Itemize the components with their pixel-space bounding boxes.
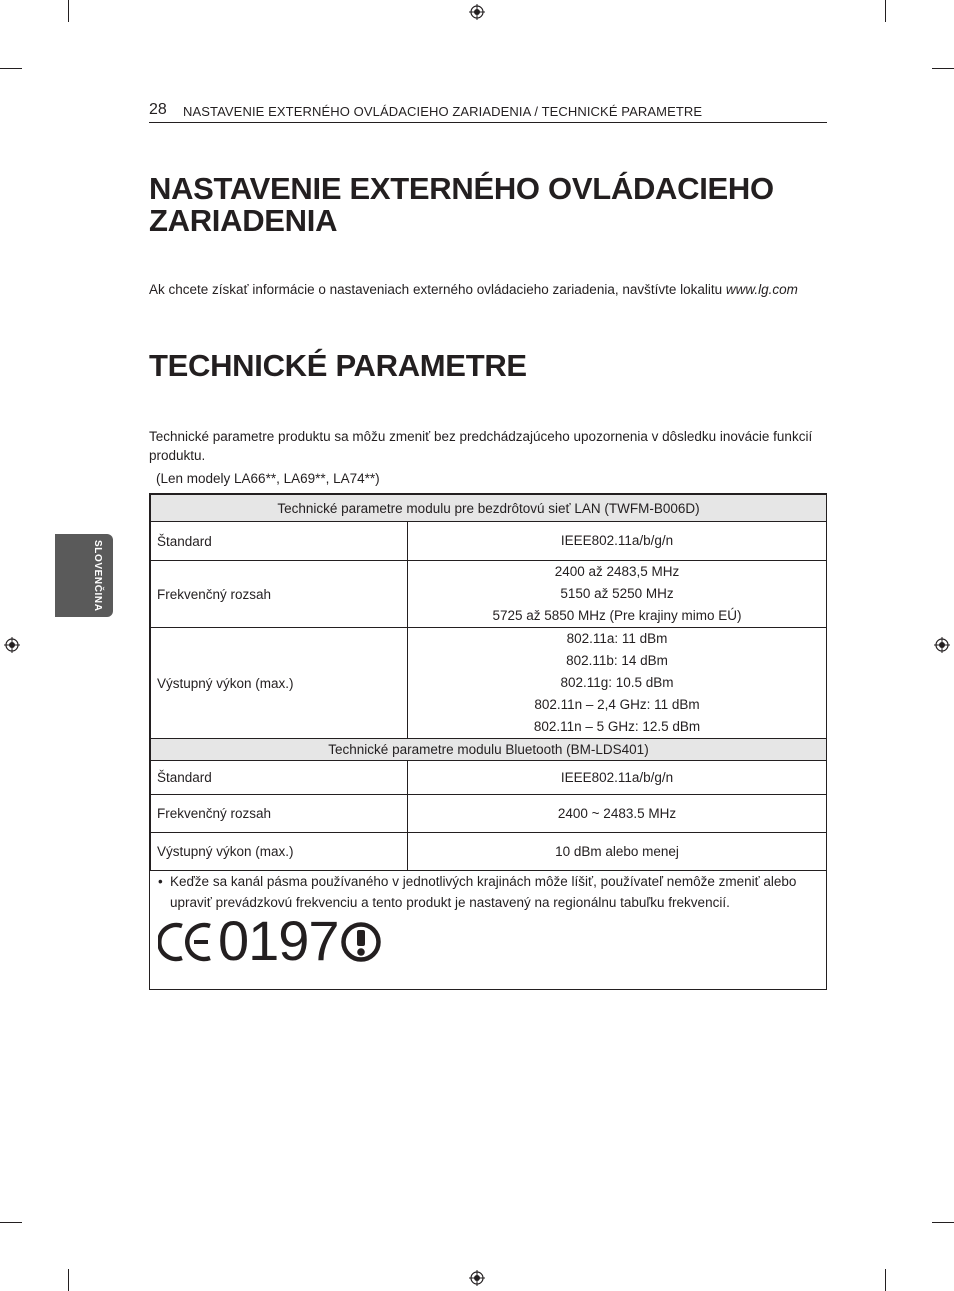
value-line: IEEE802.11a/b/g/n xyxy=(560,769,674,785)
crop-mark xyxy=(932,1222,954,1223)
frequency-note-text: Keďže sa kanál pásma používaného v jednotlivých krajinách môže líšiť, používateľ nemôže zmeniť alebo upraviť prevádzkovú frekvenciu a tento produkt je nastavený na regionálnu tabuľku frekvencií. xyxy=(170,874,797,910)
table-row xyxy=(151,522,827,561)
model-note: (Len modely LA66**, LA69**, LA74**) xyxy=(156,471,380,486)
bullet-marker: • xyxy=(158,874,163,889)
table-row xyxy=(151,761,827,795)
language-tab-label: SLOVENČINA xyxy=(92,540,103,612)
row-label: Frekvenčný rozsah xyxy=(151,561,408,628)
alert-mark-icon xyxy=(340,921,382,963)
value-line: 5150 až 5250 MHz xyxy=(560,586,674,601)
spec-table xyxy=(150,494,827,871)
frequency-note xyxy=(158,871,808,913)
table-row xyxy=(151,628,827,739)
crop-mark xyxy=(885,0,886,22)
crop-mark xyxy=(0,68,22,69)
registration-mark-icon xyxy=(4,637,20,653)
external-control-paragraph xyxy=(149,280,829,299)
row-value xyxy=(408,561,827,628)
row-value xyxy=(408,628,827,739)
crop-mark xyxy=(885,1269,886,1291)
section-title-technical-parameters: TECHNICKÉ PARAMETRE xyxy=(149,348,527,383)
table-row xyxy=(151,795,827,833)
value-line: 2400 ~ 2483.5 MHz xyxy=(557,805,677,821)
notified-body-number: 0197 xyxy=(218,909,339,972)
spec-table-box xyxy=(149,493,827,990)
table-row xyxy=(151,561,827,628)
page-header xyxy=(149,100,827,123)
table-header-row xyxy=(151,495,827,522)
row-value xyxy=(408,795,827,833)
section-title-external-control: NASTAVENIE EXTERNÉHO OVLÁDACIEHO ZARIADENIA xyxy=(149,171,774,238)
running-title: NASTAVENIE EXTERNÉHO OVLÁDACIEHO ZARIADENIA / TECHNICKÉ PARAMETRE xyxy=(183,104,703,119)
registration-mark-icon xyxy=(934,637,950,653)
row-label: Štandard xyxy=(151,522,408,561)
value-line: 10 dBm alebo menej xyxy=(555,843,679,859)
crop-mark xyxy=(68,1269,69,1291)
ce-mark-icon xyxy=(158,920,214,964)
external-control-text: Ak chcete získať informácie o nastaveniach externého ovládacieho zariadenia, navštívte lokalitu xyxy=(149,282,723,297)
value-line: 802.11n – 2,4 GHz: 11 dBm xyxy=(534,697,700,712)
page-number: 28 xyxy=(149,101,167,118)
row-value xyxy=(408,522,827,561)
row-value xyxy=(408,833,827,871)
bluetooth-module-header: Technické parametre modulu Bluetooth (BM-LDS401) xyxy=(151,739,827,761)
row-label: Výstupný výkon (max.) xyxy=(151,833,408,871)
value-line: 802.11g: 10.5 dBm xyxy=(560,675,674,690)
value-line: 802.11a: 11 dBm xyxy=(566,631,668,646)
technical-parameters-paragraph: Technické parametre produktu sa môžu zmeniť bez predchádzajúceho upozornenia v dôsledku inovácie funkcií produktu. xyxy=(149,429,813,463)
row-value xyxy=(408,761,827,795)
language-tab xyxy=(55,534,113,617)
table-header-row xyxy=(151,739,827,761)
value-line: 802.11n – 5 GHz: 12.5 dBm xyxy=(533,719,701,734)
value-line: 2400 až 2483,5 MHz xyxy=(554,564,680,579)
row-label: Frekvenčný rozsah xyxy=(151,795,408,833)
value-line: 802.11b: 14 dBm xyxy=(566,653,668,668)
row-label: Štandard xyxy=(151,761,408,795)
row-label: Výstupný výkon (max.) xyxy=(151,628,408,739)
registration-mark-icon xyxy=(469,4,485,20)
registration-mark-icon xyxy=(469,1270,485,1286)
wlan-module-header: Technické parametre modulu pre bezdrôtovú sieť LAN (TWFM-B006D) xyxy=(151,495,827,522)
value-line: 5725 až 5850 MHz (Pre krajiny mimo EÚ) xyxy=(492,608,742,623)
table-row xyxy=(151,833,827,871)
value-line: IEEE802.11a/b/g/n xyxy=(560,533,674,548)
crop-mark xyxy=(0,1222,22,1223)
lg-website-link[interactable]: www.lg.com xyxy=(725,282,798,297)
crop-mark xyxy=(68,0,69,22)
crop-mark xyxy=(932,68,954,69)
